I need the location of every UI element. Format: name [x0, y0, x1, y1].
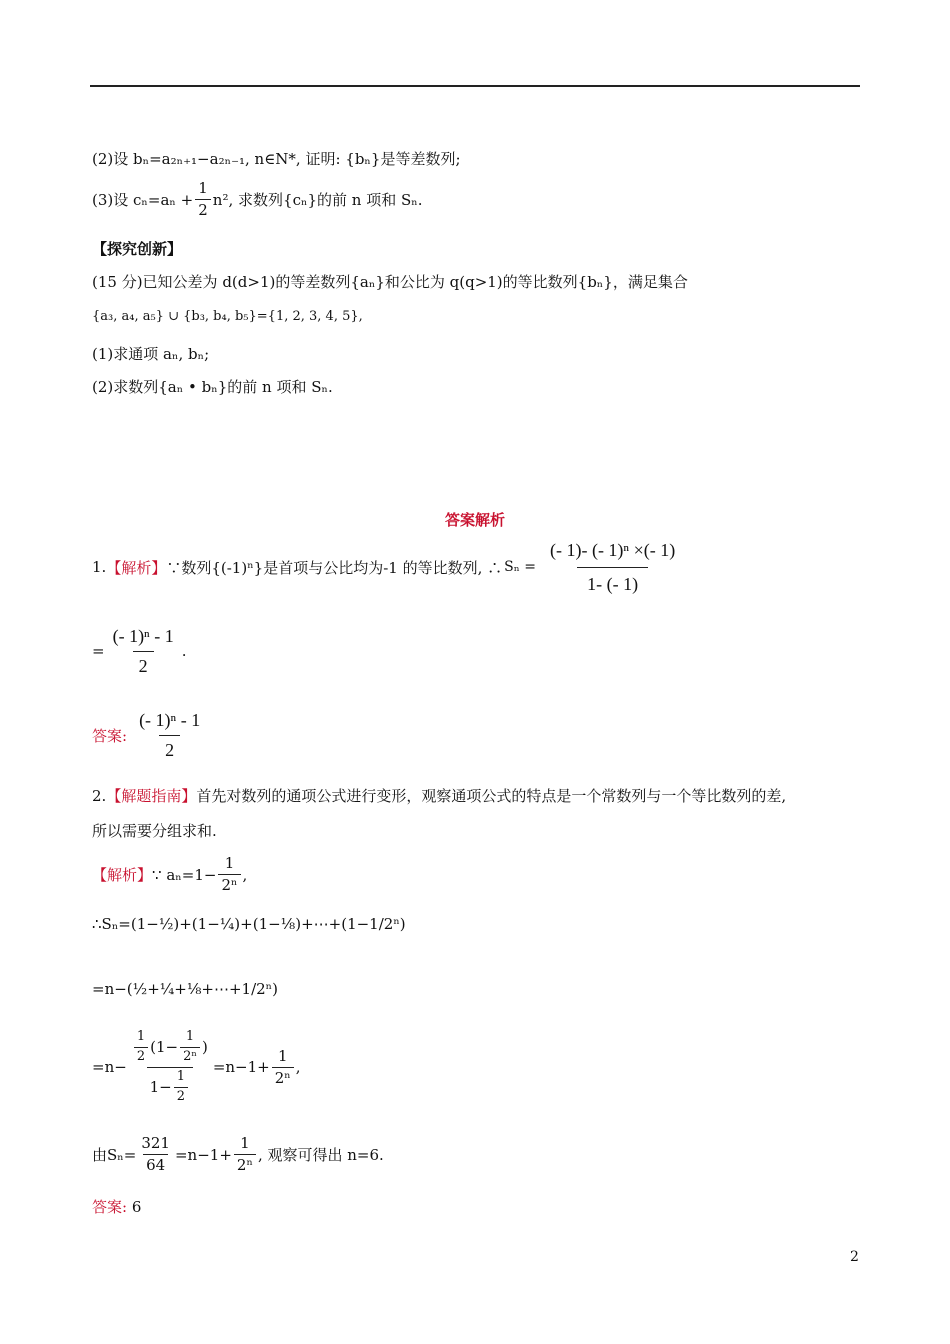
- q1-answer-fraction: $\frac{\text{(- 1)ⁿ - 1}}{2}$: [139, 710, 201, 760]
- half-fraction: $\frac{1}{2}$: [195, 180, 211, 220]
- q1-result-line: [92, 626, 187, 676]
- q2-from-lead: 由Sₙ=: [92, 1146, 137, 1165]
- q1-period: .: [181, 642, 187, 661]
- q2-guide-1: 首先对数列的通项公式进行变形，观察通项公式的特点是一个常数列与一个等比数列的差,: [196, 787, 787, 805]
- q2-from-end: , 观察可得出 n=6.: [257, 1146, 384, 1165]
- part3-tail: , 求数列{cₙ}的前 n 项和 Sₙ.: [228, 191, 423, 210]
- q1-answer-line: [92, 710, 208, 760]
- explore-line-2: {a₃, a₄, a₅} ∪ {b₃, b₄, b₅}={1, 2, 3, 4, 5},: [92, 309, 363, 324]
- part3-line: [92, 180, 423, 220]
- q2-analysis-tag: 【解析】: [92, 866, 153, 885]
- q2-guide-line-2: 所以需要分组求和.: [92, 822, 217, 840]
- q2-answer-label: 答案:: [92, 1198, 128, 1216]
- q1-text: ∵数列{(-1)ⁿ}是首项与公比均为-1 的等比数列, ∴: [166, 558, 503, 577]
- explore-line-1: (15 分)已知公差为 d(d>1)的等差数列{aₙ}和公比为 q(q>1)的等比数列{bₙ}，满足集合: [92, 273, 688, 291]
- q2-geo-line: =n− $\frac{1}{2}$ (1− $\frac{1}{\text{2ⁿ}}$ ) 1− $\frac{1}{2}$ =n−1+ $\frac{1}{\text{2ⁿ}}$ ,: [92, 1029, 301, 1104]
- explore-heading: 【探究创新】: [92, 240, 183, 258]
- q1-number: 1.: [92, 558, 107, 577]
- q2-tag: 【解题指南】: [106, 787, 197, 805]
- part2-line: (2)设 bₙ=a₂ₙ₊₁−a₂ₙ₋₁, n∈N*, 证明: {bₙ}是等差数列;: [92, 150, 461, 168]
- q2-answer-value: 6: [131, 1198, 142, 1216]
- explore-line-4: (2)求数列{aₙ • bₙ}的前 n 项和 Sₙ.: [92, 378, 333, 396]
- page-number: 2: [850, 1249, 859, 1265]
- part3-lead: (3)设 cₙ=aₙ +: [92, 191, 194, 210]
- q2-answer-line: [92, 1196, 141, 1217]
- q2-guide-line-1: [92, 785, 786, 806]
- q2-number: 2.: [92, 787, 107, 805]
- q1-fraction-2: $\frac{\text{(- 1)ⁿ - 1}}{2}$: [112, 626, 174, 676]
- answers-title: 答案解析: [444, 511, 505, 529]
- q2-nested-fraction: $\frac{1}{2}$ (1− $\frac{1}{\text{2ⁿ}}$ ) 1− $\frac{1}{2}$: [129, 1030, 211, 1105]
- q1-answer-label: 答案:: [92, 726, 128, 745]
- q1-line: [92, 540, 687, 594]
- q2-an-fraction: $\frac{1}{\text{2ⁿ}}$: [218, 855, 240, 895]
- q1-fraction-1: $\frac{\text{(- 1)- (- 1)ⁿ ×(- 1)}}{1- (- 1)}$: [549, 540, 676, 594]
- q1-sn: Sₙ =: [504, 559, 536, 576]
- q2-an-line: 【解析】 ∵ aₙ=1− $\frac{1}{\text{2ⁿ}}$ ,: [92, 854, 248, 895]
- q1-eq: =: [92, 642, 105, 661]
- q2-sum-line: =n−(½+¼+⅛+⋯+1/2ⁿ): [92, 980, 279, 998]
- header-rule: [90, 85, 860, 87]
- q2-321-64-fraction: $\frac{321}{64}$: [141, 1134, 170, 1175]
- q2-from-tail: =n−1+: [174, 1145, 232, 1164]
- q2-from-line: 由Sₙ= $\frac{321}{64}$ =n−1+ $\frac{1}{\text{2ⁿ}}$ , 观察可得出 n=6.: [92, 1134, 384, 1175]
- q2-an-text: ∵ aₙ=1−: [152, 865, 217, 884]
- q1-tag: 【解析】: [106, 558, 167, 577]
- n-squared: n²: [212, 190, 229, 209]
- q2-sn-line: ∴Sₙ=(1−½)+(1−¼)+(1−⅛)+⋯+(1−1/2ⁿ): [92, 915, 406, 933]
- explore-line-3: (1)求通项 aₙ, bₙ;: [92, 345, 210, 363]
